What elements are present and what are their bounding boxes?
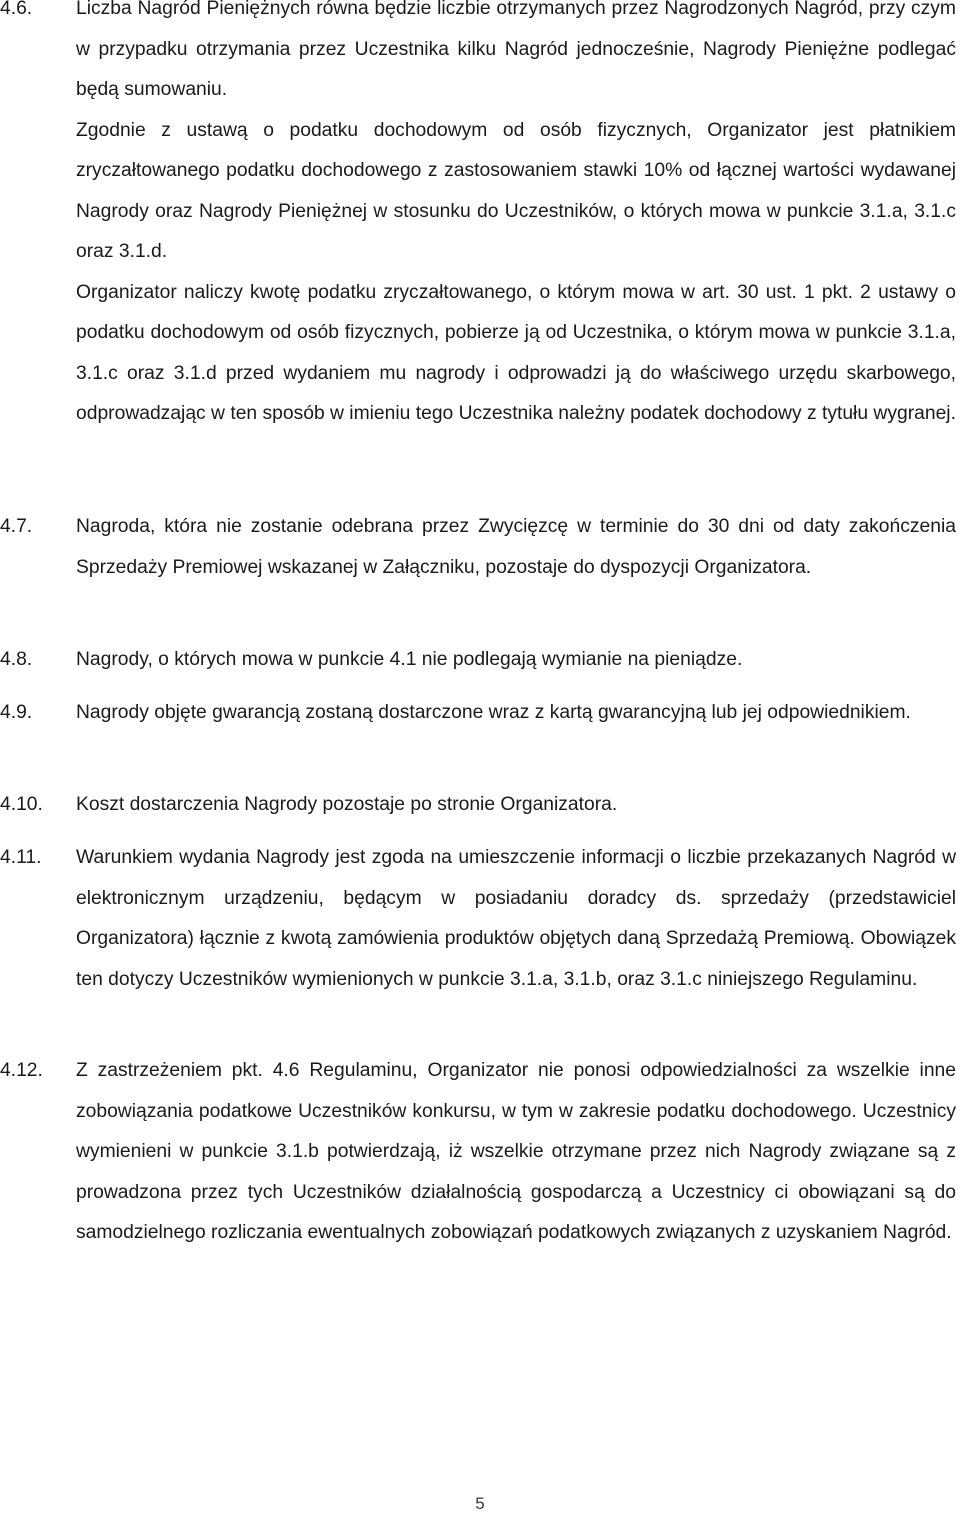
paragraph: Zgodnie z ustawą o podatku dochodowym od osób fizycznych, Organizator jest płatnikiem zryczałtowanego podatku dochodowego z zastosowaniem stawki 10% od łącznej wartości wydawanej Nagrody oraz Nagrody Pieniężnej w stosunku do Uczestników, o których mowa w punkcie 3.1.a, 3.1.c oraz 3.1.d. — [76, 119, 956, 262]
section-text — [76, 1051, 956, 1254]
paragraph: Warunkiem wydania Nagrody jest zgoda na umieszczenie informacji o liczbie przekazanych Nagród w elektronicznym urządzeniu, będącym w posiadaniu doradcy ds. sprzedaży (przedstawiciel Organizatora) łącznie z kwotą zamówienia produktów objętych daną Sprzedażą Premiową. Obowiązek ten dotyczy Uczestników wymienionych w punkcie 3.1.a, 3.1.b, oraz 3.1.c niniejszego Regulaminu. — [76, 847, 956, 990]
section-number: 4.11. — [0, 847, 42, 868]
section-number: 4.8. — [0, 649, 33, 670]
paragraph: Nagroda, która nie zostanie odebrana przez Zwycięzcę w terminie do 30 dni od daty zakończenia Sprzedaży Premiowej wskazanej w Załączniku, pozostaje do dyspozycji Organizatora. — [76, 516, 956, 578]
page-number: 5 — [475, 1494, 485, 1513]
section-number: 4.12. — [0, 1060, 43, 1081]
section-text — [76, 785, 956, 826]
paragraph: Koszt dostarczenia Nagrody pozostaje po stronie Organizatora. — [76, 794, 618, 815]
paragraph: Organizator naliczy kwotę podatku zryczałtowanego, o którym mowa w art. 30 ust. 1 pkt. 2 ustawy o podatku dochodowym od osób fizycznych, pobierze ją od Uczestnika, o którym mowa w punkcie 3.1.a, 3.1.c oraz 3.1.d przed wydaniem mu nagrody i odprowadzi ją do właściwego urzędu skarbowego, odprowadzając w ten sposób w imieniu tego Uczestnika należny podatek dochodowy z tytułu wygranej. — [76, 281, 956, 424]
section-text — [76, 693, 956, 734]
section-number: 4.10. — [0, 794, 43, 815]
section-text — [76, 838, 956, 1000]
section-4-11 — [0, 838, 956, 1000]
section-text — [76, 507, 956, 588]
section-4-7 — [0, 507, 956, 588]
section-4-9 — [0, 693, 956, 734]
section-text — [76, 640, 956, 681]
paragraph: Nagrody, o których mowa w punkcie 4.1 nie podlegają wymianie na pieniądze. — [76, 649, 743, 670]
section-4-10 — [0, 785, 956, 826]
section-4-6 — [0, 0, 956, 435]
section-4-12 — [0, 1051, 956, 1254]
section-number: 4.7. — [0, 516, 33, 537]
section-4-8 — [0, 640, 956, 681]
paragraph: Nagrody objęte gwarancją zostaną dostarczone wraz z kartą gwarancyjną lub jej odpowiednikiem. — [76, 702, 911, 723]
section-text — [76, 0, 956, 435]
paragraph: Liczba Nagród Pieniężnych równa będzie liczbie otrzymanych przez Nagrodzonych Nagród, przy czym w przypadku otrzymania przez Uczestnika kilku Nagród jednocześnie, Nagrody Pieniężne podlegać będą sumowaniu. — [76, 0, 956, 100]
section-number: 4.9. — [0, 702, 33, 723]
paragraph: Z zastrzeżeniem pkt. 4.6 Regulaminu, Organizator nie ponosi odpowiedzialności za wszelkie inne zobowiązania podatkowe Uczestników konkursu, w tym w zakresie podatku dochodowego. Uczestnicy wymienieni w punkcie 3.1.b potwierdzają, iż wszelkie otrzymane przez nich Nagrody związane są z prowadzona przez tych Uczestników działalnością gospodarczą a Uczestnicy ci obowiązani są do samodzielnego rozliczania ewentualnych zobowiązań podatkowych związanych z uzyskaniem Nagród. — [76, 1060, 956, 1243]
section-number: 4.6. — [0, 0, 33, 19]
